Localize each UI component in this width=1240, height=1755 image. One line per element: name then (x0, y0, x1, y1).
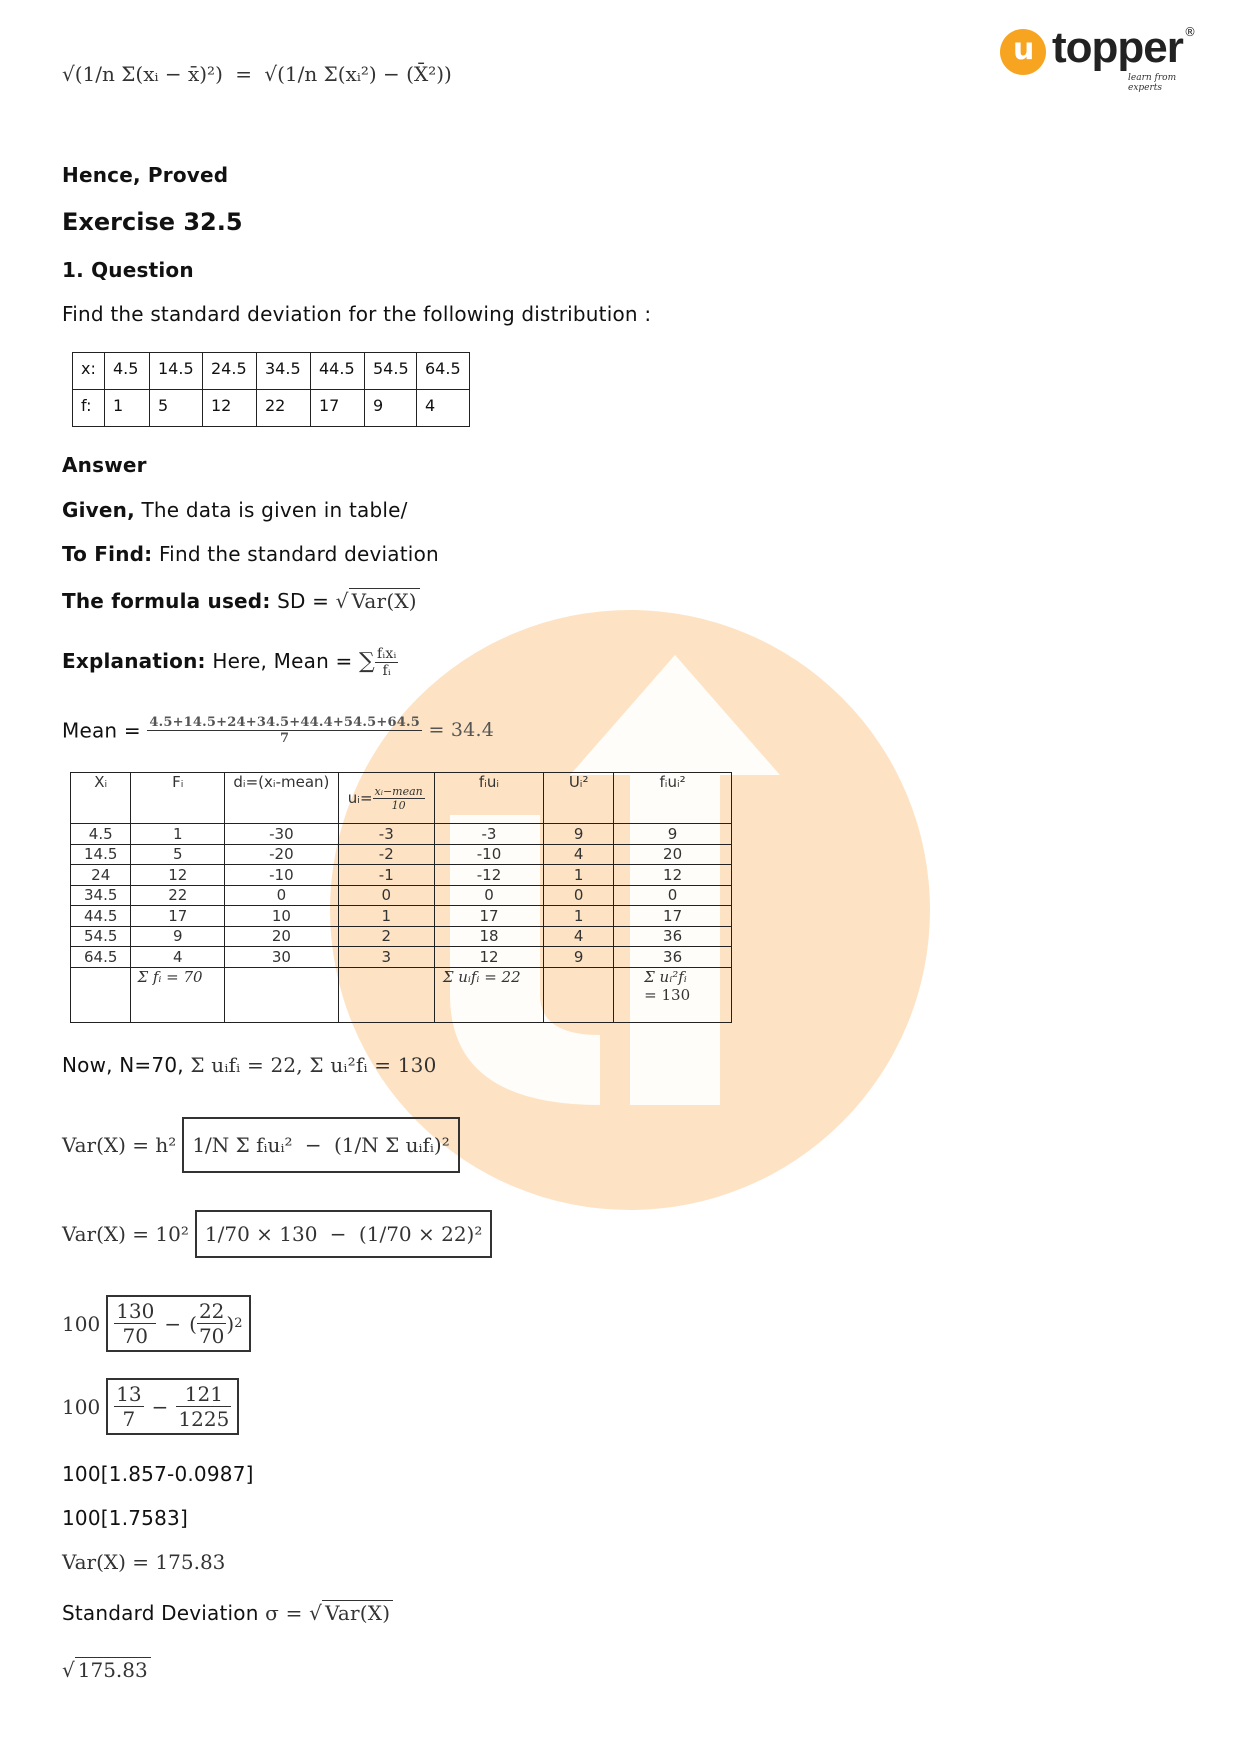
table-cell: 4.5 (71, 824, 131, 845)
table-cell: 18 (434, 926, 543, 947)
step1-b-den: 70 (198, 1324, 225, 1348)
mean-numerator: 4.5+14.5+24+34.5+44.4+54.5+64.5 (149, 715, 420, 730)
sd-math: σ = (265, 1601, 303, 1625)
f-label: f: (73, 390, 105, 427)
formula-label: The formula used: (62, 589, 271, 613)
table-cell: 36 (614, 926, 732, 947)
explanation-den: fᵢ (382, 663, 391, 679)
f-value: 12 (203, 390, 257, 427)
top-formula-rhs: √(1/n Σ(xᵢ²) − (X̄²)) (264, 62, 452, 86)
var-sub-lhs: Var(X) = 10² (62, 1222, 189, 1246)
mean-label: Mean = (62, 718, 141, 743)
f-value: 4 (417, 390, 470, 427)
x-value: 64.5 (417, 353, 470, 390)
table-cell: 10 (225, 906, 339, 927)
to-find-label: To Find: (62, 542, 153, 566)
table-cell: 3 (338, 947, 434, 968)
x-value: 54.5 (365, 353, 417, 390)
sum-f: Σ fᵢ = 70 (131, 967, 225, 1022)
table-cell: 1 (544, 906, 614, 927)
table-cell: 24 (71, 865, 131, 886)
table-cell: 0 (338, 885, 434, 906)
table-cell: 2 (338, 926, 434, 947)
now-math: Σ uᵢfᵢ = 22, Σ uᵢ²fᵢ = 130 (190, 1053, 437, 1077)
table-cell: 9 (131, 926, 225, 947)
step2-a-den: 7 (122, 1407, 136, 1431)
final-sqrt: √ 175.83 (62, 1657, 151, 1682)
step2-a-num: 13 (116, 1382, 142, 1406)
logo-tagline: learn from experts (1128, 73, 1177, 93)
f-value: 22 (257, 390, 311, 427)
sd-sqrt: Var(X) (322, 1600, 393, 1625)
var-formula-term1: 1/N Σ fᵢuᵢ² (192, 1133, 293, 1157)
x-value: 4.5 (105, 353, 150, 390)
step1-minus: − (164, 1311, 182, 1336)
table-row (71, 885, 732, 906)
table-cell: 1 (544, 865, 614, 886)
table-cell: 0 (225, 885, 339, 906)
table-cell: 20 (225, 926, 339, 947)
table-cell: 9 (544, 947, 614, 968)
mean-denominator: 7 (280, 731, 290, 746)
sd-label: Standard Deviation (62, 1601, 259, 1625)
step2-minus: − (151, 1394, 169, 1419)
top-formula-lhs: √(1/n Σ(xᵢ − x̄)²) (62, 62, 223, 86)
answer-heading: Answer (62, 453, 147, 477)
top-formula-eq: = (235, 62, 252, 86)
step1-b-num: 22 (198, 1299, 225, 1323)
table-cell: -10 (225, 865, 339, 886)
distribution-table (72, 352, 470, 427)
question-heading: 1. Question (62, 258, 194, 282)
table-cell: 4 (544, 926, 614, 947)
logo-circle-icon: u (1000, 29, 1046, 75)
f-value: 9 (365, 390, 417, 427)
exercise-title: Exercise 32.5 (62, 208, 243, 236)
table-cell: -2 (338, 844, 434, 865)
explanation-num: fᵢxᵢ (376, 646, 397, 662)
var-formula-term2: (1/N Σ uᵢfᵢ)² (333, 1133, 450, 1157)
step1-coef: 100 (62, 1311, 101, 1336)
table-cell: 54.5 (71, 926, 131, 947)
calculation-table (70, 772, 732, 1023)
table-cell: 34.5 (71, 885, 131, 906)
table-cell: -20 (225, 844, 339, 865)
table-cell: 17 (131, 906, 225, 927)
sum-uf: Σ uᵢfᵢ = 22 (434, 967, 543, 1022)
table-cell: 20 (614, 844, 732, 865)
var-result: Var(X) = 175.83 (62, 1550, 226, 1574)
table-cell: 0 (614, 885, 732, 906)
table-cell: 1 (131, 824, 225, 845)
hence-proved: Hence, Proved (62, 163, 229, 187)
table-row (71, 906, 732, 927)
var-sub-term2: (1/70 × 22)² (358, 1222, 483, 1246)
step1-a-den: 70 (122, 1324, 148, 1348)
table-cell: 4 (131, 947, 225, 968)
mean-line (62, 715, 494, 746)
header-fiui: fᵢuᵢ (434, 773, 543, 824)
question-text: Find the standard deviation for the following distribution : (62, 302, 652, 326)
table-cell: 44.5 (71, 906, 131, 927)
table-cell: 12 (614, 865, 732, 886)
step1-a-num: 130 (116, 1299, 155, 1323)
u-frac-num: xᵢ−mean (374, 784, 423, 798)
var-formula (62, 1105, 460, 1185)
sum-u2f: Σ uᵢ²fᵢ = 130 (614, 967, 732, 1022)
table-cell: -12 (434, 865, 543, 886)
var-sub-term1: 1/70 × 130 (204, 1222, 318, 1246)
table-cell: -10 (434, 844, 543, 865)
var-substitution (62, 1210, 492, 1258)
header-ui2: Uᵢ² (544, 773, 614, 824)
var-sub-minus: − (329, 1222, 347, 1246)
table-cell: 9 (544, 824, 614, 845)
formula-text: SD = (277, 589, 330, 613)
x-value: 34.5 (257, 353, 311, 390)
given-text: The data is given in table/ (141, 498, 408, 522)
step1: 100 $\frac{130}{70}$ − ( $\frac{22}{70}$ ) 2 (62, 1295, 251, 1352)
step3: 100[1.857-0.0987] (62, 1462, 254, 1486)
to-find-line (62, 542, 439, 566)
step2-b-den: 1225 (178, 1407, 230, 1431)
given-line (62, 498, 408, 522)
table-row (71, 844, 732, 865)
step2 (62, 1378, 239, 1435)
sd-line: Standard Deviation σ = √ Var(X) (62, 1600, 393, 1625)
table-row (71, 824, 732, 845)
formula-math: Var(X) (349, 588, 420, 613)
now-line (62, 1053, 437, 1077)
table-cell: -3 (338, 824, 434, 845)
x-label: x: (73, 353, 105, 390)
var-formula-minus: − (304, 1133, 322, 1157)
logo-word: topper (1052, 23, 1183, 72)
table-cell: 5 (131, 844, 225, 865)
table-cell: 9 (614, 824, 732, 845)
logo-registered: ® (1184, 25, 1196, 39)
table-cell: 36 (614, 947, 732, 968)
table-row (71, 926, 732, 947)
header-fiui2: fᵢuᵢ² (614, 773, 732, 824)
table-row (71, 865, 732, 886)
step4: 100[1.7583] (62, 1506, 188, 1530)
table-cell: 22 (131, 885, 225, 906)
table-cell: -3 (434, 824, 543, 845)
x-value: 44.5 (311, 353, 365, 390)
distribution-f-row (73, 390, 470, 427)
table-cell: -30 (225, 824, 339, 845)
table-cell: 14.5 (71, 844, 131, 865)
step1-power: 2 (234, 1316, 243, 1331)
header-di: dᵢ=(xᵢ-mean) (225, 773, 339, 824)
table-cell: 30 (225, 947, 339, 968)
step2-coef: 100 (62, 1394, 101, 1419)
var-formula-lhs: Var(X) = h² (62, 1133, 177, 1157)
table-cell: 0 (544, 885, 614, 906)
to-find-text: Find the standard deviation (158, 542, 439, 566)
given-label: Given, (62, 498, 135, 522)
sum-u2f-value: = 130 (644, 985, 691, 1004)
formula-line: The formula used: SD = √ Var(X) (62, 588, 420, 613)
f-value: 5 (150, 390, 203, 427)
table-cell: 12 (131, 865, 225, 886)
table-cell: 64.5 (71, 947, 131, 968)
step2-b-num: 121 (176, 1382, 231, 1407)
now-text: Now, N=70, (62, 1053, 184, 1077)
f-value: 17 (311, 390, 365, 427)
table-cell: 17 (614, 906, 732, 927)
header-xi: Xᵢ (71, 773, 131, 824)
top-formula (62, 62, 452, 86)
table-row (71, 947, 732, 968)
x-value: 24.5 (203, 353, 257, 390)
f-value: 1 (105, 390, 150, 427)
table-cell: 1 (338, 906, 434, 927)
topper-logo (1000, 23, 1200, 93)
mean-result: = 34.4 (428, 719, 494, 741)
explanation-label: Explanation: (62, 649, 206, 673)
header-fi: Fᵢ (131, 773, 225, 824)
table-cell: 12 (434, 947, 543, 968)
table-cell: 17 (434, 906, 543, 927)
u-frac-den: 10 (391, 798, 406, 812)
table-cell: 4 (544, 844, 614, 865)
x-value: 14.5 (150, 353, 203, 390)
header-ui: uᵢ= $\frac{\text{xᵢ−mean}}{10}$ (338, 773, 434, 824)
explanation-line: Explanation: Here, Mean = ∑ $\frac{\text{fᵢxᵢ}}{\text{fᵢ}}$ (62, 646, 397, 679)
table-cell: 0 (434, 885, 543, 906)
table-cell: -1 (338, 865, 434, 886)
sum-row (71, 967, 732, 1022)
explanation-text: Here, Mean = (212, 649, 353, 673)
distribution-x-row (73, 353, 470, 390)
